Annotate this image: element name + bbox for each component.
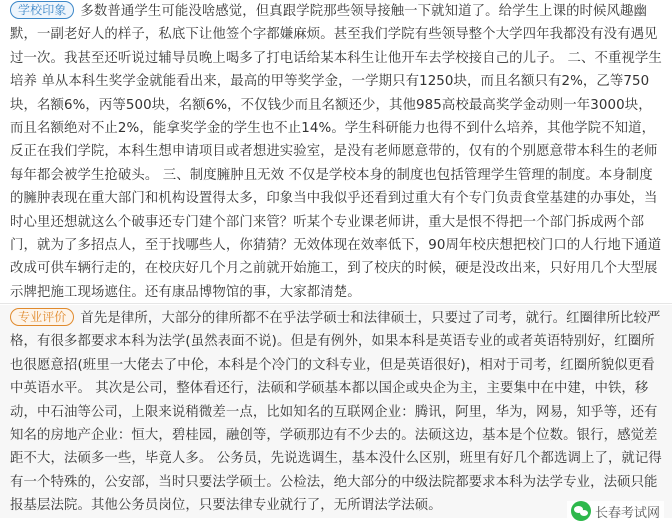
wechat-icon bbox=[571, 501, 591, 521]
article-section-major-review bbox=[0, 305, 672, 518]
school-impression-tag: 学校印象 bbox=[10, 1, 74, 19]
major-review-text: 首先是律所，大部分的律所都不在乎法学硕士和法律硕士，只要过了司考，就行。红圈律所比较严格，有很多都要求本科为法学(虽然表面不说)。但是有例外，如果本科是英语专业的或者英语特别好，红圈所也很愿意招(班里一大佬去了中伦，本科是个冷门的文科专业，但是英语很好)，相对于司考，红圈所貌似更看中英语水平。 其次是公司，整体看还行，法硕和学硕基本都以国企或央企为主，主要集中在中建，中铁，移动，中石油等公司，上限来说稍微差一点，比如知名的互联网企业：腾讯，阿里，华为，网易，知乎等，还有知名的房地产企业：恒大，碧桂园，融创等，学硕那边有不少去的。法硕这边，基本是个位数。银行，感觉差距不大，法硕多一些，毕竟人多。 公务员，先说选调生，基本没什么区别，班里有好几个都选调上了，就记得有一个特殊的，公安部，当时只要法学硕士。公检法，绝大部分的中级法院都要求本科为法学专业，法硕只能报基层法院。其他公务员岗位，只要法律专业就行了，无所谓法学法硕。 bbox=[10, 311, 662, 514]
school-impression-text: 多数普通学生可能没啥感觉，但真跟学院那些领导接触一下就知道了。给学生上课的时候风趣幽默，一副老好人的样子，私底下让他签个字都嫌麻烦。甚至我们学院有些领导整个大学四年我都没有没有遇见过一次。我甚至还听说过辅导员晚上喝多了打电话给某本科生让他开车去学校接自己的儿子。 二、不重视学生培养 单从本科生奖学金就能看出来，最高的甲等奖学金，一学期只有1250块，而且名额只有2%，乙等750块，名额6%，丙等500块，名额6%，不仅钱少而且名额还少，其他985高校最高奖学金动则一年3000块，而且名额绝对不止2%，能拿奖学金的学生也不止14%。学生科研能力也得不到什么培养，其他学院不知道，反正在我们学院，本科生想申请项目或者想进实验室，是没有老师愿意带的，仅有的个别愿意带本科生的老师每年都会被学生抢破头。 三、制度臃肿且无效 不仅是学校本身的制度也包括管理学生管理的制度。本身制度的臃肿表现在重大部门和机构设置得太多，印象当中我似乎还看到过重大有个专门负责食堂基建的办事处，当时心里还想就这么个破事还专门建个部门来管？听某个专业课老师讲，重大是恨不得把一个部门拆成两个部门，就为了多招点人，至于找哪些人，你猜猜？无效体现在效率低下，90周年校庆想把校门口的人行地下通道改成可供车辆行走的，在校庆好几个月之前就开始施工，到了校庆的时候，硬是没改出来，只好用几个大型展示牌把施工现场遮住。还有康品博物馆的事，大家都清楚。 bbox=[10, 4, 662, 300]
section-divider bbox=[0, 303, 672, 304]
major-review-tag: 专业评价 bbox=[10, 308, 74, 326]
watermark bbox=[567, 501, 664, 521]
watermark-text: 长春考试网 bbox=[594, 505, 660, 521]
